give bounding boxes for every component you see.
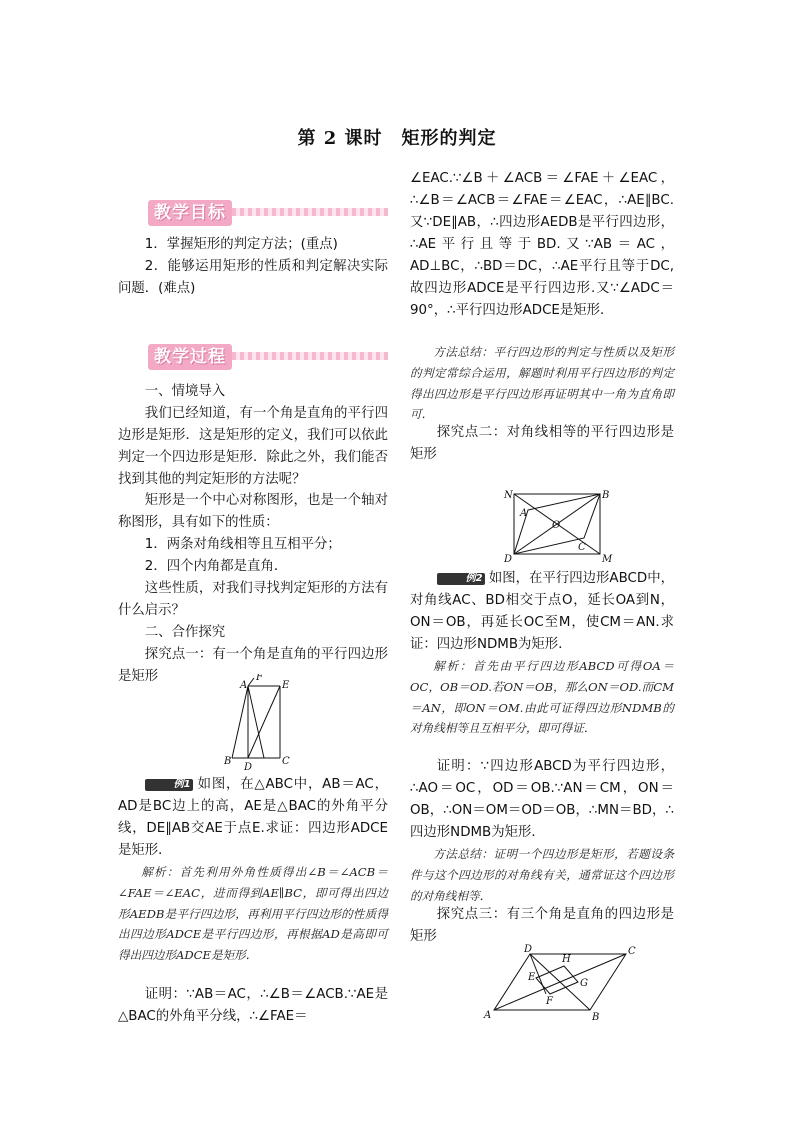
- fig1-label: E: [282, 680, 290, 691]
- section-label: 教学过程: [148, 344, 232, 370]
- explore-heading: 探究点二：对角线相等的平行四边形是矩形: [410, 425, 674, 462]
- fig2-label: B: [602, 490, 610, 501]
- proof-1-continued: ∠EAC.∵∠B＋∠ACB＝∠FAE＋∠EAC，∴∠B＝∠ACB＝∠FAE＝∠EAC，∴AE∥BC.又∵DE∥AB，∴四边形AEDB是平行四边形，∴AE平行且等于BD.又∵AB＝AC，AD⊥BC，∴BD＝DC，∴AE平行且等于DC,故四边形ADCE是平行四边形.又∵∠ADC＝90°，∴平行四边形ADCE是矩形．: [410, 171, 674, 318]
- fig3-label: A: [484, 1010, 492, 1021]
- summary-2: 方法总结：证明一个四边形是矩形，若题设条件与这个四边形的对角线有关，通常证这个四边形的对角线相等．: [410, 847, 674, 903]
- fig2-label: D: [504, 554, 513, 565]
- explore-heading: 探究点一：有一个角是直角的平行四边形是矩形: [118, 647, 388, 684]
- fig1-line-ed: [248, 686, 280, 758]
- fig3-label: B: [592, 1012, 600, 1023]
- fig1-line-ac: [248, 686, 264, 758]
- fig3-label: G: [580, 978, 588, 989]
- fig1-line-ab: [232, 686, 248, 758]
- fig1-label: C: [282, 756, 290, 767]
- analysis-2: 解析：首先由平行四边形ABCD可得OA＝OC，OB＝OD.若ON＝OB，那么ON＝OD.而CM＝AN，即ON＝OM.由此可证得四边形NDMB的对角线相等且互相平分，即可得证．: [410, 659, 674, 736]
- figure-1: [218, 674, 338, 774]
- analysis-1: 解析：首先利用外角性质得出∠B＝∠ACB＝∠FAE＝∠EAC，进而得到AE∥BC，即可得出四边形AEDB是平行四边形，再利用平行四边形的性质得出四边形ADCE是平行四边形，再根据AD是高即可得出四边形ADCE是矩形．: [118, 865, 388, 963]
- property-item: 2．四个内角都是直角．: [144, 559, 288, 574]
- paragraph: 我们已经知道，有一个角是直角的平行四边形是矩形．这是矩形的定义，我们可以依此判定一个四边形是矩形．除此之外，我们能否找到其他的判定矩形的方法呢？: [118, 406, 388, 487]
- property-item: 1．两条对角线相等且互相平分；: [144, 537, 341, 552]
- figure-3: [480, 944, 640, 1024]
- header-stripe: [208, 352, 388, 360]
- part-heading: 一、情境导入: [144, 384, 226, 399]
- fig3-label: E: [528, 972, 536, 983]
- explore-heading: 探究点三：有三个角是直角的四边形是矩形: [410, 907, 674, 944]
- header-stripe: [208, 208, 388, 216]
- goal-item: 1．掌握矩形的判定方法；(重点): [144, 237, 338, 252]
- paragraph: 这些性质，对我们寻找判定矩形的方法有什么启示？: [118, 581, 388, 618]
- fig3-label: D: [524, 944, 533, 955]
- page-title: 第 2 课时 矩形的判定: [297, 128, 497, 149]
- fig2-label: A: [520, 508, 528, 519]
- section-header-objectives: [118, 200, 388, 226]
- fig1-label: F: [256, 674, 263, 683]
- proof-1: 证明：∵AB＝AC，∴∠B＝∠ACB.∵AE是△BAC的外角平分线，∴∠FAE＝: [118, 987, 388, 1024]
- example-badge: 例2: [437, 573, 485, 585]
- goal-item: 2．能够运用矩形的性质和判定解决实际问题．(难点): [118, 259, 388, 296]
- section-header-process: [118, 344, 388, 370]
- example-1: [118, 774, 388, 862]
- example-badge: 例1: [145, 779, 193, 791]
- section-label: 教学目标: [148, 200, 232, 226]
- example-text: 如图，在△ABC中，AB＝AC，AD是BC边上的高，AE是△BAC的外角平分线，DE∥AB交AE于点E.求证：四边形ADCE是矩形．: [118, 777, 388, 858]
- fig3-label: H: [562, 954, 571, 965]
- part-heading: 二、合作探究: [144, 625, 226, 640]
- example-text: 如图，在平行四边形ABCD中，对角线AC、BD相交于点O，延长OA到N，ON＝OB，再延长OC至M，使CM＝AN.求证：四边形NDMB为矩形．: [410, 571, 674, 652]
- fig3-label: C: [628, 946, 636, 957]
- fig1-label: B: [224, 756, 232, 767]
- example-2: [410, 568, 674, 656]
- paragraph: 矩形是一个中心对称图形，也是一个轴对称图形，具有如下的性质：: [118, 493, 388, 530]
- fig1-label: D: [244, 762, 253, 773]
- fig2-label: M: [602, 554, 613, 565]
- figure-2: [496, 486, 616, 566]
- summary-1: 方法总结：平行四边形的判定与性质以及矩形的判定常综合运用，解题时利用平行四边形的判定得出四边形是平行四边形再证明其中一角为直角即可．: [410, 345, 674, 422]
- fig2-label: O: [552, 520, 561, 531]
- fig1-line-af: [248, 678, 254, 686]
- proof-2: 证明：∵四边形ABCD为平行四边形，∴AO＝OC，OD＝OB.∵AN＝CM，ON＝OB，∴ON＝OM＝OD＝OB，∴MN＝BD，∴四边形NDMB为矩形．: [410, 759, 674, 840]
- fig2-label: N: [504, 490, 513, 501]
- fig3-label: F: [546, 996, 553, 1007]
- fig1-label: A: [240, 680, 248, 691]
- fig2-label: C: [578, 542, 586, 553]
